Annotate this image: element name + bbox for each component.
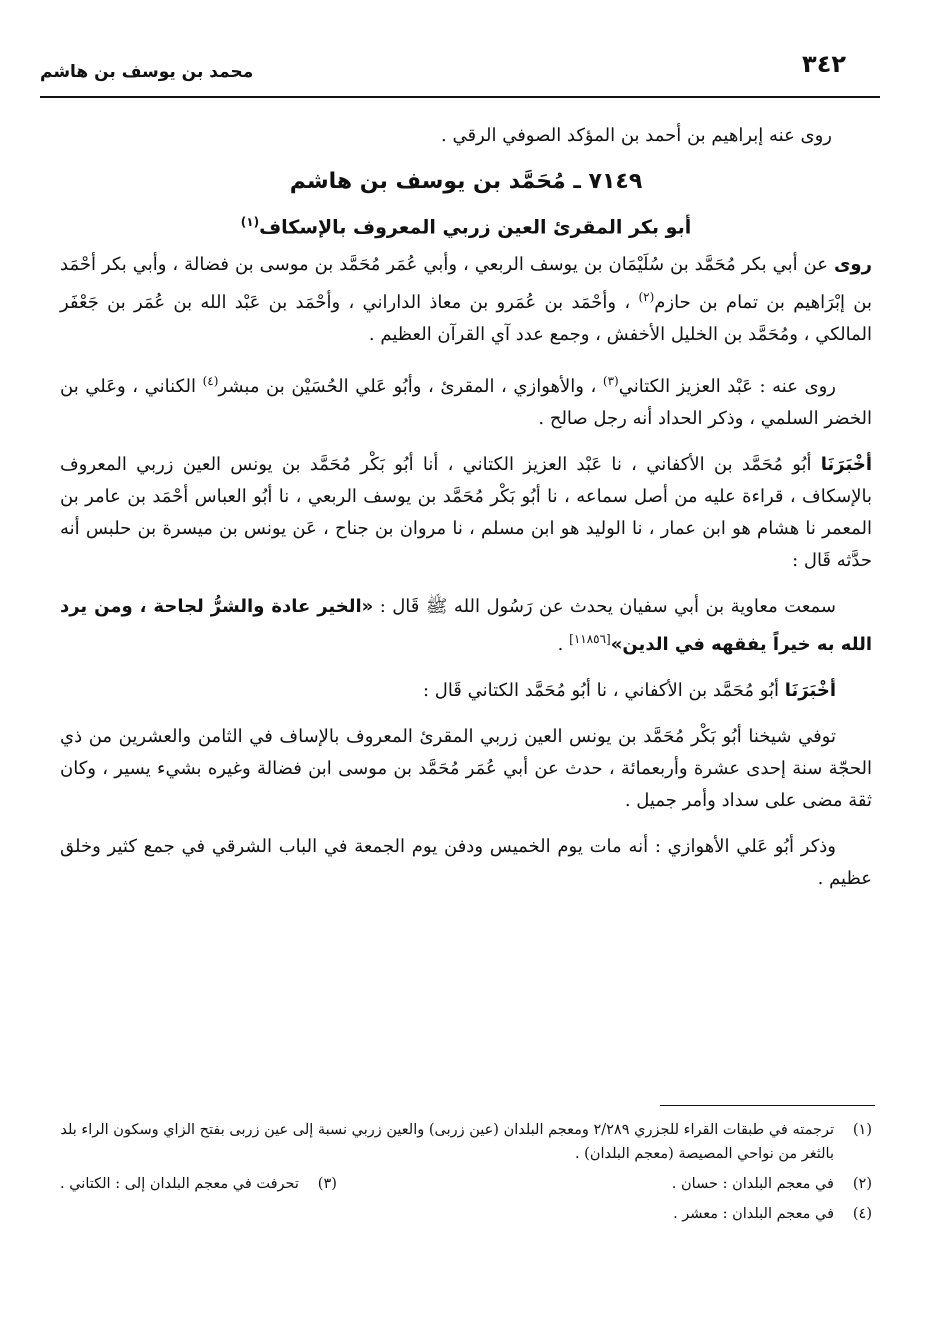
paragraph-narrated-from — [60, 249, 872, 351]
footnote-text: ترجمته في طبقات القراء للجزري ٢/٢٨٩ ومعجم البلدان (عين زربى) والعين زربي نسبة إلى عين زربى بفتح الزاي وسكون الراء بلد بالثغر من نواحي المصيصة (معجم البلدان) . — [60, 1122, 834, 1162]
footnote-text: تحرفت في معجم البلدان إلى : الكتاني . — [60, 1176, 299, 1192]
paragraph-text: ، وأحْمَد بن عُمَرو بن معاذ الداراني ، وأحْمَد بن عَبْد الله بن عُمَر بن جَعْفَر المالكي ، ومُحَمَّد بن الخليل الأخفش ، وجمع عدد آي القرآن العظيم . — [60, 292, 872, 346]
footnote-number: (٣) — [317, 1176, 337, 1192]
entry-subtitle — [60, 206, 872, 243]
paragraph-text: وذكر أبُو عَلي الأهوازي : أنه مات يوم الخميس ودفن يوم الجمعة في الباب الشرقي في جمع كثير وخلق عظيم . — [60, 836, 872, 890]
paragraph-lead: أخْبَرَنَا — [784, 680, 836, 702]
entry-title: ٧١٤٩ ـ مُحَمَّد بن يوسف بن هاشم — [289, 169, 643, 194]
footnote-2 — [672, 1172, 872, 1196]
paragraph-hadith — [60, 591, 872, 661]
paragraph-isnad-2 — [60, 675, 872, 707]
main-text — [60, 120, 872, 909]
footnote-text: في معجم البلدان : معشر . — [673, 1206, 834, 1222]
paragraph-isnad — [60, 449, 872, 577]
paragraph-text: روى عنه : عَبْد العزيز الكتاني — [618, 376, 836, 398]
footnote-number: (١) — [852, 1122, 872, 1138]
footnotes — [60, 1118, 872, 1232]
footnote-divider — [660, 1105, 875, 1106]
page-number: ٣٤٢ — [802, 50, 846, 78]
entry-subtitle-text: أبو بكر المقرئ العين زربي المعروف بالإسكاف — [259, 216, 692, 239]
paragraph-death — [60, 721, 872, 817]
hadith-number: [١١٨٥٦] — [569, 632, 611, 647]
footnote-1 — [60, 1118, 872, 1166]
paragraph-text: ، والأهوازي ، المقرئ ، وأبُو عَلي الحُسَيْن بن مبشر — [218, 376, 603, 398]
footnote-row — [60, 1172, 872, 1196]
footnote-text: في معجم البلدان : حسان . — [671, 1176, 834, 1192]
paragraph-lead: أخْبَرَنَا — [820, 454, 872, 476]
footnote-ref-2: (٢) — [638, 290, 655, 305]
footnote-4 — [60, 1202, 872, 1226]
hadith-text: «الخير عادة والشرُّ لجاحة ، ومن يرد الله به خيراً يفقهه في الدين» — [60, 596, 872, 656]
paragraph-narrators — [60, 365, 872, 435]
paragraph-text: عن أبي بكر مُحَمَّد بن سُلَيْمَان بن يوسف الربعي ، وأبي عُمَر مُحَمَّد بن موسى بن فضالة ، وأبي بكر أحْمَد بن إبْرَاهيم بن تمام بن حازم — [60, 254, 872, 314]
paragraph-text: . — [557, 634, 570, 656]
paragraph-text: توفي شيخنا أبُو بَكْر مُحَمَّد بن يونس العين زربي المقرئ المعروف بالإساف في الثامن والعشرين من ذي الحجّة سنة إحدى عشرة وأربعمائة ، حدث عن أبي عُمَر مُحَمَّد بن موسى ابن فضالة وغيره بشيء يسير ، وكان ثقة مضى على سداد وأمر جميل . — [60, 726, 872, 812]
paragraph-lead: روى — [833, 254, 872, 276]
running-head: محمد بن يوسف بن هاشم — [40, 62, 254, 82]
paragraph-burial — [60, 831, 872, 895]
paragraph-text: سمعت معاوية بن أبي سفيان يحدث عن رَسُول الله ﷺ قَال : — [373, 596, 836, 618]
intro-line: روى عنه إبراهيم بن أحمد بن المؤكد الصوفي الرقي . — [441, 125, 832, 146]
footnote-ref-1: (١) — [240, 215, 260, 229]
paragraph-text: الكناني ، وعَلي بن الخضر السلمي ، وذكر الحداد أنه رجل صالح . — [60, 376, 872, 430]
page-header — [40, 48, 880, 98]
footnote-ref-4: (٤) — [202, 374, 219, 389]
footnote-ref-3: (٣) — [602, 374, 619, 389]
paragraph-text: أبُو مُحَمَّد بن الأكفاني ، نا أبُو مُحَمَّد الكتاني قَال : — [422, 680, 785, 702]
footnote-3 — [60, 1172, 337, 1196]
paragraph-text: أبُو مُحَمَّد بن الأكفاني ، نا عَبْد العزيز الكتاني ، أنا أبُو بَكْر مُحَمَّد بن يونس العين زربي المعروف بالإسكاف ، قراءة عليه من أصل سماعه ، نا أبُو بَكْر مُحَمَّد بن يوسف الربعي ، نا أبُو العباس أحْمَد بن عامر بن المعمر نا هشام هو ابن عمار ، نا الوليد هو ابن مسلم ، نا مروان بن جناح ، عَن يونس بن ميسرة بن حلبس أنه حدَّثه قَال : — [60, 454, 872, 572]
footnote-number: (٢) — [852, 1176, 872, 1192]
footnote-number: (٤) — [852, 1206, 872, 1222]
